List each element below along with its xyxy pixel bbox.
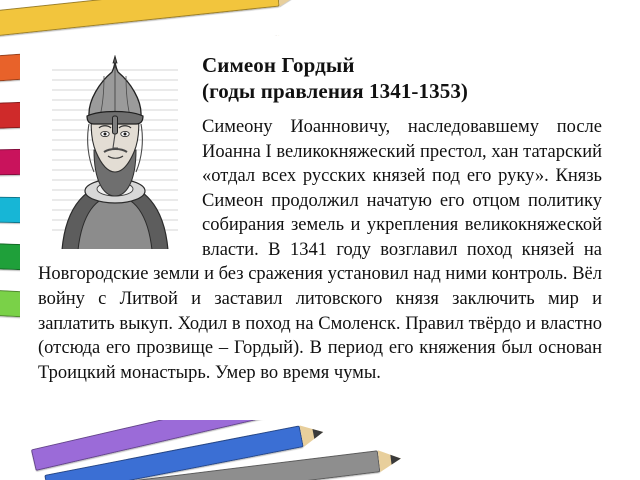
title-line-1: Симеон Гордый <box>202 53 355 77</box>
pencil-yellow <box>0 0 280 40</box>
title-line-2: (годы правления 1341-1353) <box>202 79 469 104</box>
portrait-simeon-the-proud <box>44 54 186 250</box>
body-paragraph: Симеону Иоанновичу, наследовавшему после Иоанна I великокняжеский престол, хан татарский «отдал всех русских князей под его руку». Князь Симеон продолжил начатую его отцом политику собирания земель и укрепления великокняжеской власти. В 1341 году возглавил поход князей на Новгородские земли и без сражения установил над ними контроль. Вёл войну с Литвой и заставил литовского князя заключить мир и заплатить выкуп. Ходил в поход на Смоленск. Правил твёрдо и властно (отсюда его прозвище – Гордый). В период его княжения был основан Троицкий монастырь. Умер во время чумы. <box>38 116 602 383</box>
text-card <box>20 36 620 420</box>
